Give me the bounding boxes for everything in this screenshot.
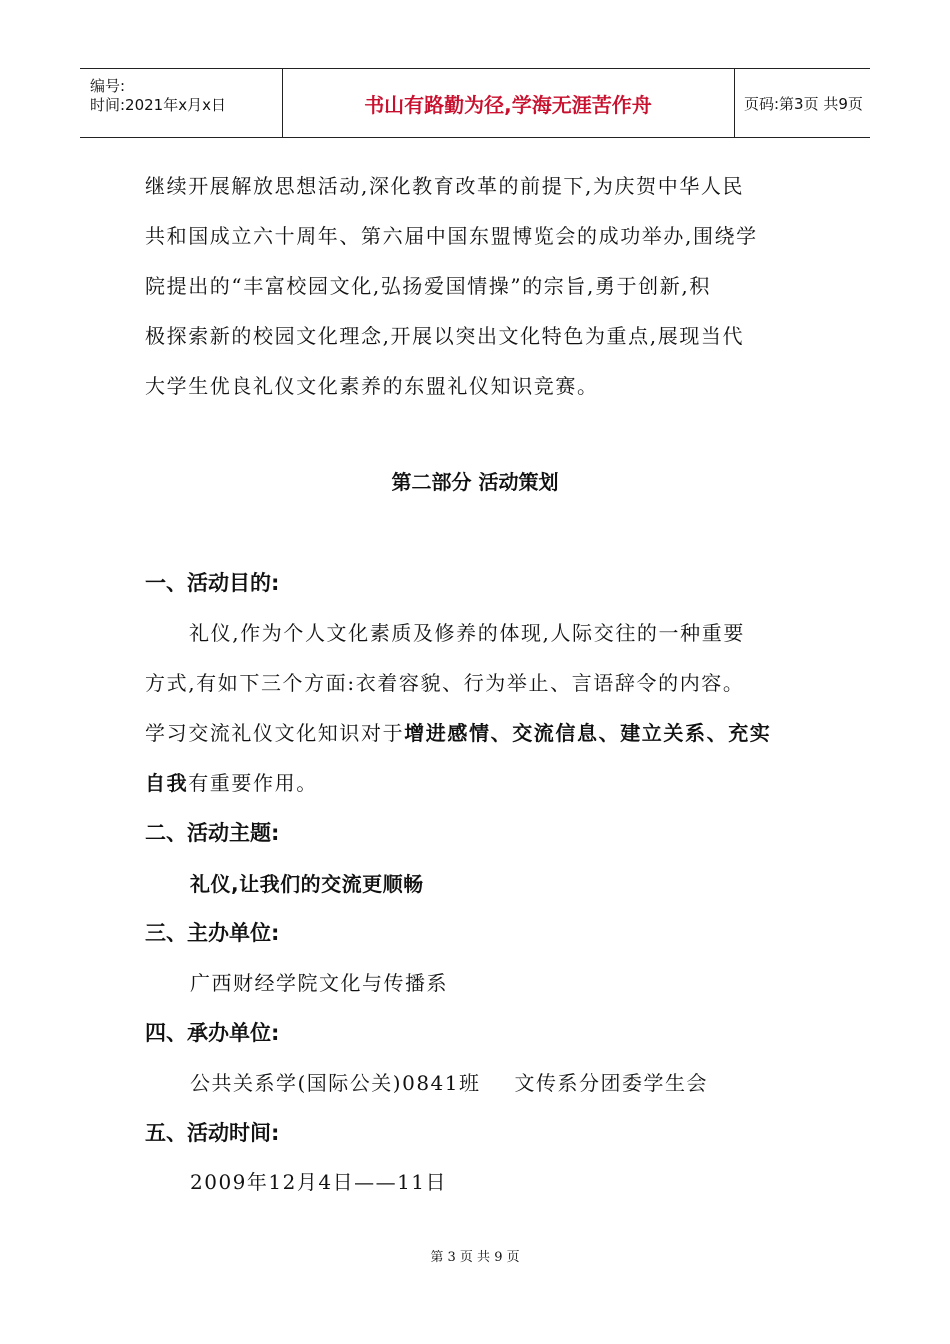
time-text: 2009年12月4日——11日 <box>190 1170 448 1194</box>
part-title: 第二部分 活动策划 <box>391 470 559 494</box>
purpose-line: 方式,有如下三个方面:衣着容貌、行为举止、言语辞令的内容。 <box>145 671 745 695</box>
section-heading-host: 三、主办单位: <box>145 921 280 945</box>
purpose-line-text: 礼仪,作为个人文化素质及修养的体现,人际交往的一种重要 <box>189 621 745 645</box>
section-heading-purpose: 一、活动目的: <box>145 571 280 595</box>
section-heading-organizer: 四、承办单位: <box>145 1021 280 1045</box>
section-heading-time: 五、活动时间: <box>145 1121 280 1145</box>
page-footer: 第 3 页 共 9 页 <box>430 1250 520 1265</box>
intro-line: 继续开展解放思想活动,深化教育改革的前提下,为庆贺中华人民 <box>145 174 745 198</box>
host-text: 广西财经学院文化与传播系 <box>190 971 448 995</box>
intro-line: 共和国成立六十周年、第六届中国东盟博览会的成功举办,围绕学 <box>145 224 758 248</box>
organizer-class: 公共关系学(国际公关)0841班 <box>190 1071 481 1095</box>
section-heading-theme: 二、活动主题: <box>145 821 280 845</box>
header-motto: 书山有路勤为径,学海无涯苦作舟 <box>364 93 652 117</box>
purpose-line-text: 学习交流礼仪文化知识对于 <box>145 721 405 745</box>
document-number-label: 编号: <box>90 77 126 95</box>
organizer-text <box>190 1067 708 1096</box>
header-motto-cell <box>282 69 735 137</box>
intro-paragraph <box>145 161 805 411</box>
theme-text: 礼仪,让我们的交流更顺畅 <box>190 872 424 896</box>
purpose-paragraph <box>145 608 805 808</box>
document-date-label: 时间:2021年x月x日 <box>90 96 226 114</box>
header-meta-cell <box>80 69 283 137</box>
purpose-line <box>145 708 805 758</box>
purpose-line <box>145 758 805 808</box>
page-header <box>80 68 870 138</box>
header-page-number: 页码:第3页 共9页 <box>744 95 863 113</box>
purpose-line-text: 有重要作用。 <box>188 771 318 795</box>
intro-line: 大学生优良礼仪文化素养的东盟礼仪知识竞赛。 <box>145 374 599 398</box>
header-page-cell <box>734 69 870 137</box>
purpose-emphasis: 增进感情、交流信息、建立关系、充实 <box>404 721 772 745</box>
organizer-union: 文传系分团委学生会 <box>514 1071 709 1095</box>
purpose-emphasis: 自我 <box>145 771 189 795</box>
intro-line: 极探索新的校园文化理念,开展以突出文化特色为重点,展现当代 <box>145 324 745 348</box>
purpose-line <box>145 608 805 658</box>
intro-line: 院提出的“丰富校园文化,弘扬爱国情操”的宗旨,勇于创新,积 <box>145 274 711 298</box>
